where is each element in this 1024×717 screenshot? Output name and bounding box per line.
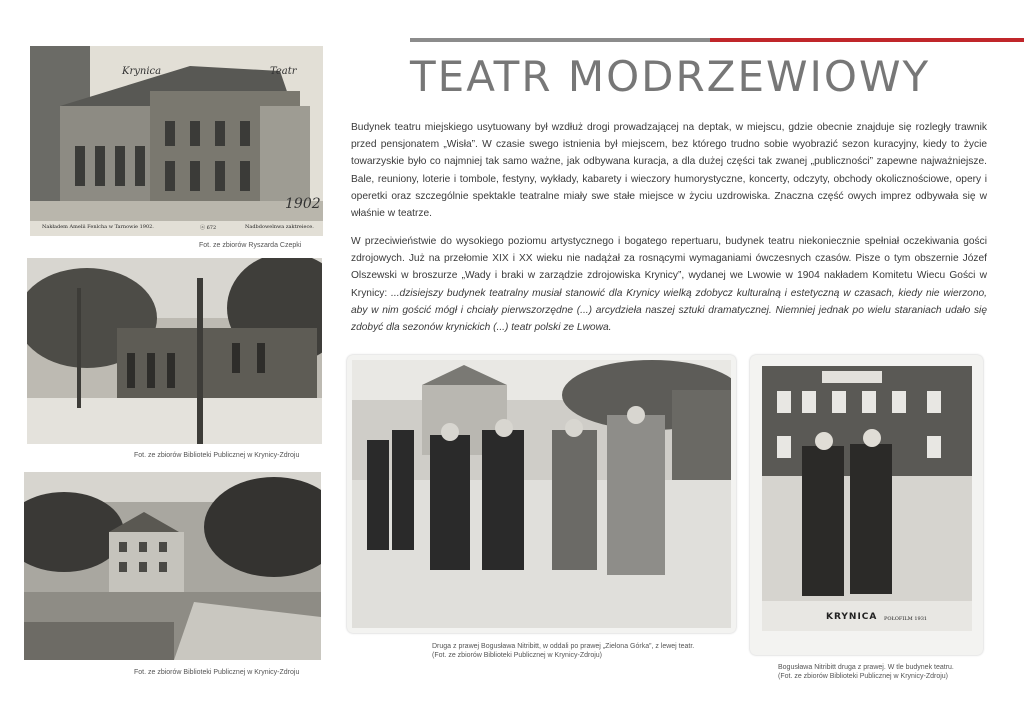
photo5-caption-line2: (Fot. ze zbiorów Biblioteki Publicznej w Krynicy-Zdroju): [778, 673, 948, 680]
photo-group-walking: [352, 360, 731, 628]
paragraph-1: Budynek teatru miejskiego usytuowany był wzdłuż drogi prowadzającej na deptak, w miejscu, gdzie obecnie znajduje się rozległy trawnik przed pensjonatem „Wisła”. W czasie swego istnienia był miejscem, bez którego trudno sobie wyobrazić sezon kuracyjny, kiedy to życie towarzyskie było co najmniej tak samo ważne, jak odbywana kuracja, a dla dużej części tak zwanej „publiczności” zapewne najważniejsze. Bale, reuniony, loterie i tombole, festyny, wykłady, kabarety i wieczory humorystyczne, koncerty, odczyty, obchody okolicznościowe, opery i operetki oraz szczególnie spektakle teatralne miały swe stałe miejsce w życiu uzdrowiska. Znaczna część owych imprez odbywała się w właśnie w teatrze.: [351, 122, 987, 220]
photo5-drawing: [762, 366, 972, 631]
photo5-stamp: KRYNICA: [826, 612, 878, 622]
photo3-drawing: [24, 472, 321, 660]
paragraph-2: [351, 233, 987, 336]
header-bar-grey: [410, 38, 710, 42]
paragraph-2-quote: ...dzisiejszy budynek teatralny musiał stanowić dla Krynicy wielką zdobycz kulturalną i estetyczną w czasach, kiedy nie wierzono, aby w nim gościć mógł i chciały pierwszorzędne (...) arcydzieła naszej sztuki dramatycznej. Niemniej jednak po wielu staraniach udało się zdobyć dla sezonów krynickich (...) teatr polski ze Lwowa.: [351, 287, 987, 334]
photo1-caption: Fot. ze zbiorów Ryszarda Czepki: [199, 242, 302, 249]
paragraph-2-text: W przeciwieństwie do wysokiego poziomu artystycznego i bogatego repertuaru, budynek teatru niekoniecznie spełniał oczekiwania gości zdrojowych. Już na przełomie XIX i XX wieku nie nadążał za rosnącymi wymaganiami ówczesnych czasów. Pisze o tym obszernie Józef Olszewski w broszurze „Wady i braki w zarządzie zdrojowiska Krynicy”, wydanej we Lwowie w 1904 nakładem Komitetu Wiecu Gości w Krynicy:: [351, 236, 987, 299]
photo4-caption-line1: Druga z prawej Bogusława Nitribitt, w oddali po prawej „Zielona Górka”, z lewej teatr.: [432, 643, 695, 650]
postcard-year: 1902: [285, 196, 321, 212]
postcard-label-teatr: Teatr: [270, 66, 297, 77]
photo2-drawing: [27, 258, 322, 444]
postcard-publisher-right: Nadbdowelnwa zaktreiece.: [245, 224, 314, 230]
page-title: TEATR MODRZEWIOWY: [410, 52, 931, 101]
photo5-caption-line1: Bogusława Nitribitt druga z prawej. W tle budynek teatru.: [778, 664, 954, 671]
postcard-publisher: Nakładem Amelii Fenlcha w Tarnowie 1902.: [42, 224, 154, 230]
photo-theatre-trees: [27, 258, 322, 444]
photo-villa-garden: [24, 472, 321, 660]
photo5-stamp-date: POŁOFILM 1931: [884, 616, 928, 622]
photo-two-women: [762, 366, 972, 631]
postcard-label-krynica: Krynica: [122, 66, 162, 77]
photo4-drawing: [352, 360, 731, 628]
header-bar-red: [710, 38, 1024, 42]
photo-theatre-postcard: [30, 46, 323, 236]
postcard-number: ⓐ 672: [200, 225, 217, 231]
photo3-caption: Fot. ze zbiorów Biblioteki Publicznej w Krynicy-Zdroju: [134, 669, 300, 676]
photo2-caption: Fot. ze zbiorów Biblioteki Publicznej w Krynicy-Zdroju: [134, 452, 300, 459]
photo4-caption-line2: (Fot. ze zbiorów Biblioteki Publicznej w Krynicy-Zdroju): [432, 652, 602, 659]
